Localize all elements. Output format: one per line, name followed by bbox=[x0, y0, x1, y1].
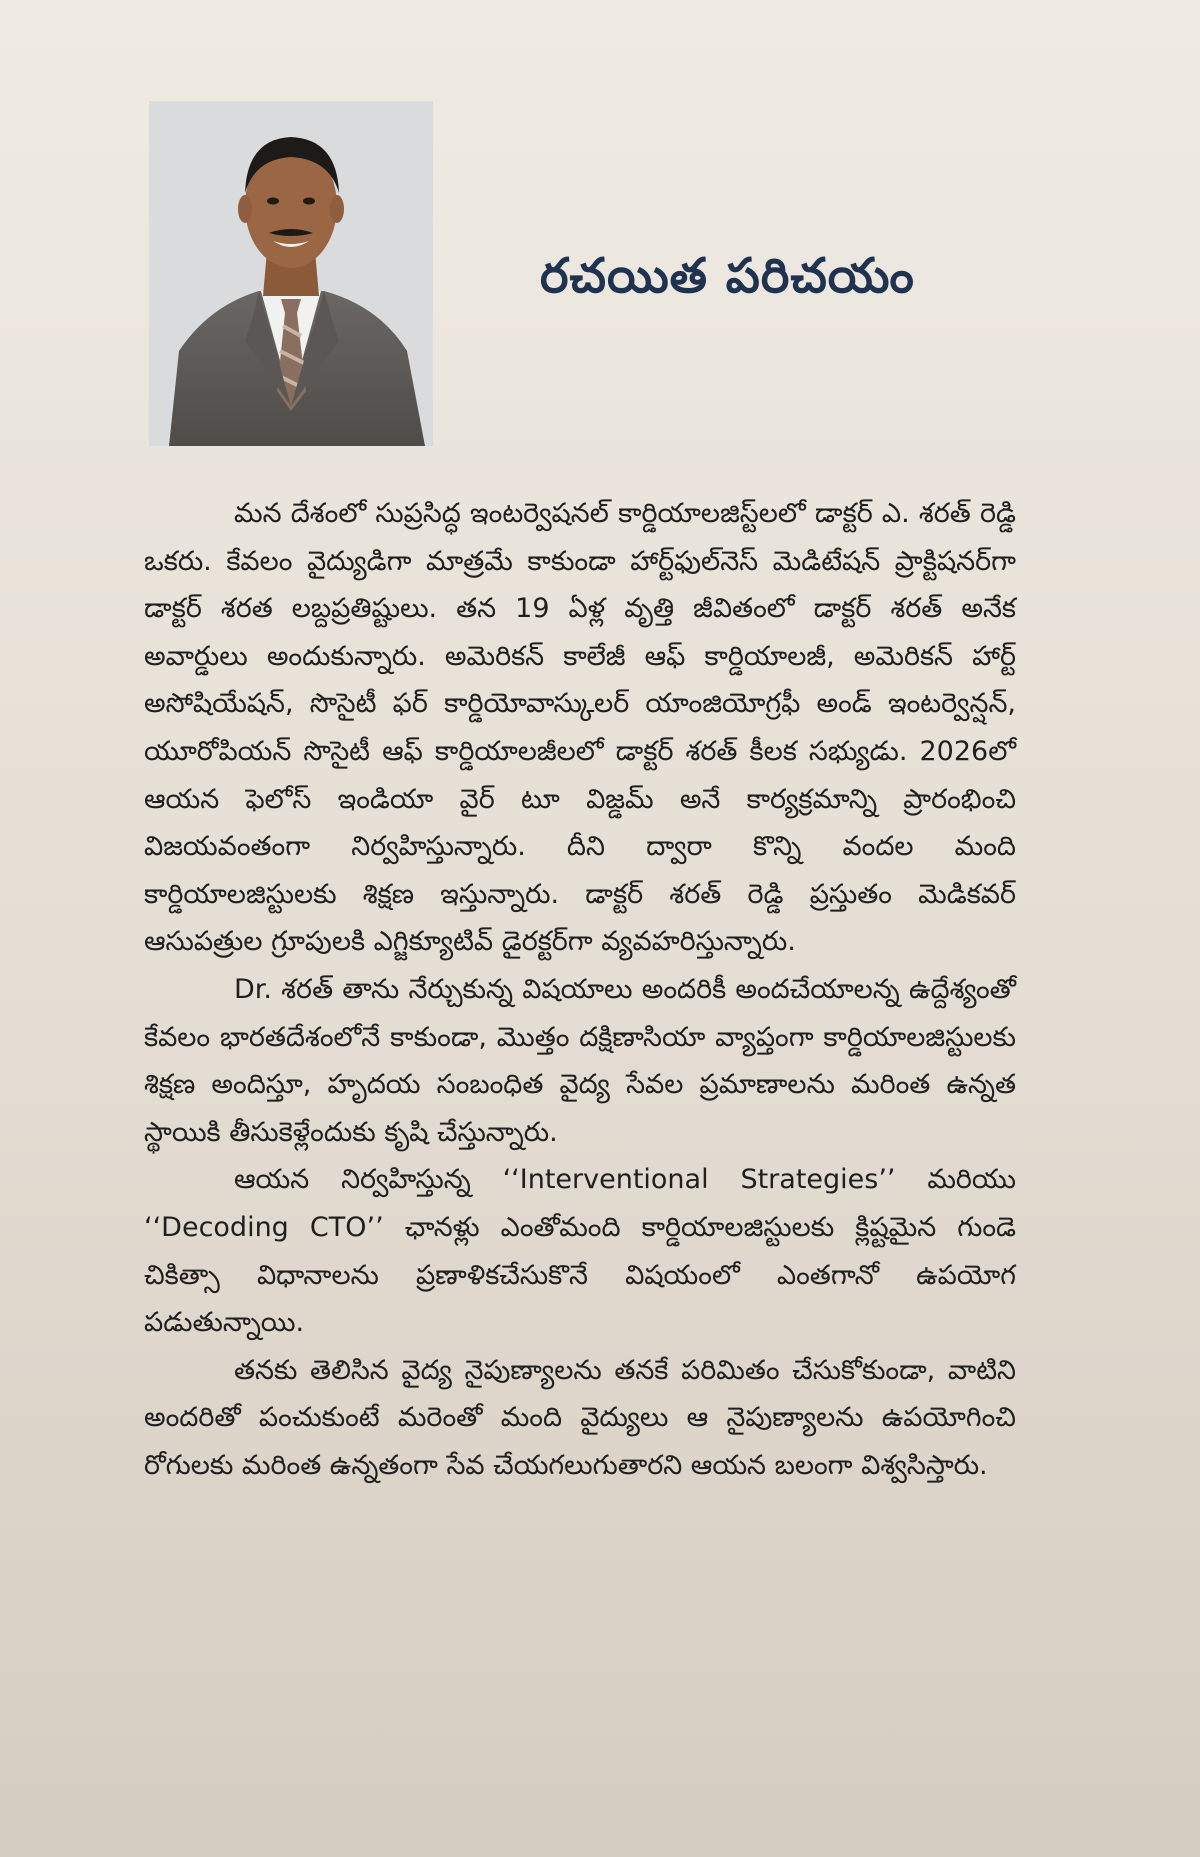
author-portrait-icon bbox=[149, 101, 433, 446]
bio-paragraph: ఆయన నిర్వహిస్తున్న ‘‘Interventional Strategies’’ మరియు ‘‘Decoding CTO’’ ఛానళ్లు ఎంతోమంది కార్డియాలజిస్టులకు క్లిష్టమైన గుండె చికిత్సా విధానాలను ప్రణాళికచేసుకొనే విషయంలో ఎంతగానో ఉపయోగ పడుతున్నాయి. bbox=[144, 1164, 1016, 1339]
page-title: రచయిత పరిచయం bbox=[540, 248, 915, 304]
bio-paragraph: Dr. శరత్ తాను నేర్చుకున్న విషయాలు అందరికీ అందచేయాలన్న ఉద్దేశ్యంతో కేవలం భారతదేశంలోనే కాకుండా, మొత్తం దక్షిణాసియా వ్యాప్తంగా కార్డియాలజిస్టులకు శిక్షణ అందిస్తూ, హృదయ సంబంధిత వైద్య సేవల ప్రమాణాలను మరింత ఉన్నత స్థాయికి తీసుకెళ్లేందుకు కృషి చేస్తున్నారు. bbox=[144, 973, 1016, 1148]
bio-paragraph: తనకు తెలిసిన వైద్య నైపుణ్యాలను తనకే పరిమితం చేసుకోకుండా, వాటిని అందరితో పంచుకుంటే మరెంతో మంది వైద్యులు ఆ నైపుణ్యాలను ఉపయోగించి రోగులకు మరింత ఉన్నతంగా సేవ చేయగలుగుతారని ఆయన బలంగా విశ్వసిస్తారు. bbox=[144, 1354, 1016, 1481]
bio-paragraph: మన దేశంలో సుప్రసిద్ధ ఇంటర్వెషనల్ కార్డియాలజిస్ట్‌లలో డాక్టర్ ఎ. శరత్ రెడ్డి ఒకరు. కేవలం వైద్యుడిగా మాత్రమే కాకుండా హార్ట్‌ఫుల్‌నెస్ మెడిటేషన్ ప్రాక్టిషనర్‌గా డాక్టర్ శరత లబ్దప్రతిష్టులు. తన 19 ఏళ్ల వృత్తి జీవితంలో డాక్టర్ శరత్ అనేక అవార్డులు అందుకున్నారు. అమెరికన్ కాలేజీ ఆఫ్ కార్డియాలజీ, అమెరికన్ హార్ట్ అసోషియేషన్, సొసైటీ ఫర్ కార్డియోవాస్కులర్ యాంజియోగ్రఫీ అండ్ ఇంటర్వెన్షన్, యూరోపియన్ సొసైటీ ఆఫ్ కార్డియాలజీలలో డాక్టర్ శరత్ కీలక సభ్యుడు. 2026లో ఆయన ఫెలోస్ ఇండియా వైర్ టూ విజ్డమ్ అనే కార్యక్రమాన్ని ప్రారంభించి విజయవంతంగా నిర్వహిస్తున్నారు. దీని ద్వారా కొన్ని వందల మంది కార్డియాలజిస్టులకు శిక్షణ ఇస్తున్నారు. డాక్టర్ శరత్ రెడ్డి ప్రస్తుతం మెడికవర్ ఆసుపత్రుల గ్రూపులకి ఎగ్జిక్యూటివ్ డైరక్టర్‌గా వ్యవహరిస్తున్నారు. bbox=[144, 498, 1016, 958]
author-bio bbox=[144, 490, 1016, 1489]
